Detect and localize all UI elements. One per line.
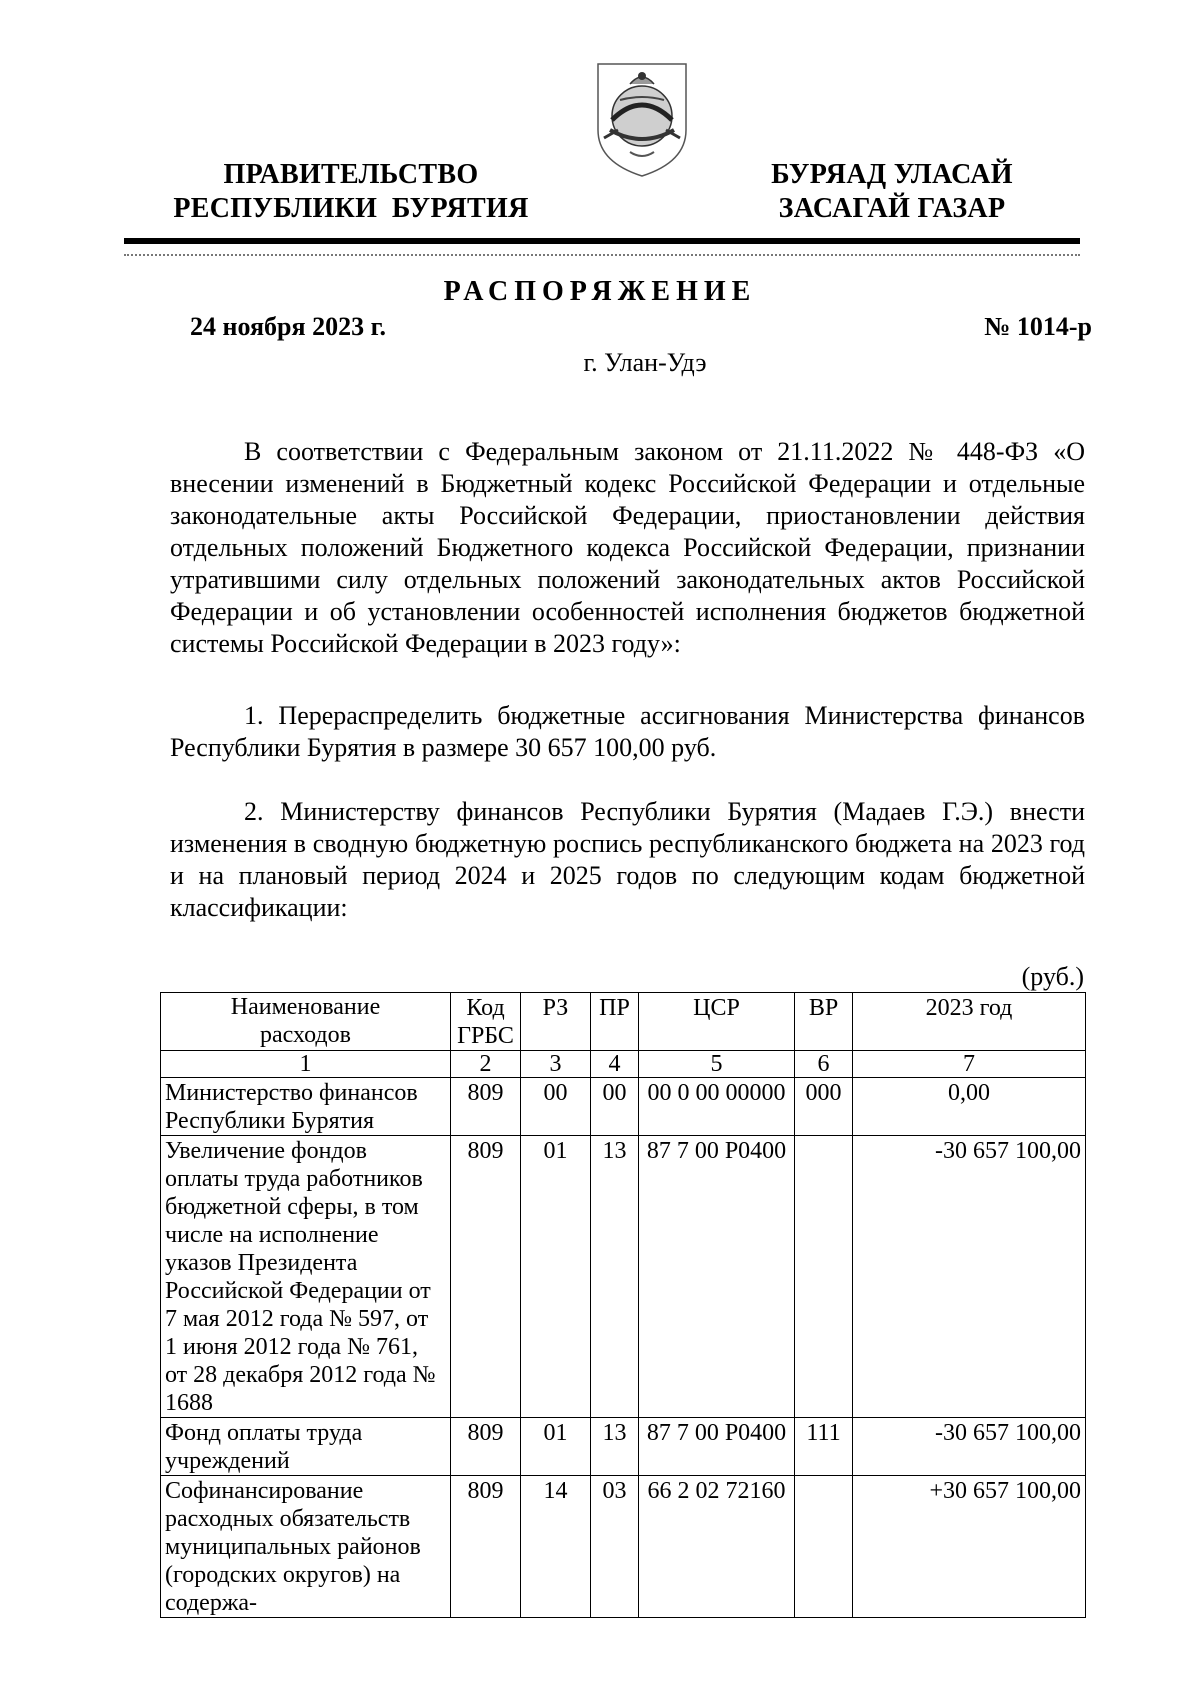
paragraph-item-1: 1. Перераспределить бюджетные ассигнования Министерства финансов Республики Бурятия в размере 30 657 100,00 руб.: [170, 701, 1085, 762]
table-row: [161, 1078, 1086, 1136]
document-city: г. Улан-Удэ: [583, 348, 707, 377]
row-grbs: 809: [451, 1136, 521, 1418]
row-csr: 87 7 00 Р0400: [639, 1418, 795, 1476]
header-year: 2023 год: [853, 993, 1086, 1051]
row-rz: 01: [521, 1418, 591, 1476]
row-name: Увеличение фондов оплаты труда работников бюджетной сферы, в том числе на исполнение указов Президента Российской Федерации от 7 мая 2012 года № 597, от 1 июня 2012 года № 761, от 28 декабря 2012 года № 1688: [161, 1136, 451, 1418]
header-csr: ЦСР: [639, 993, 795, 1051]
col-number: 1: [161, 1051, 451, 1078]
header-left-line1: ПРАВИТЕЛЬСТВО: [223, 159, 479, 190]
row-amount: 0,00: [853, 1078, 1086, 1136]
row-amount: -30 657 100,00: [853, 1418, 1086, 1476]
header-right-line1: БУРЯАД УЛАСАЙ: [771, 159, 1013, 190]
government-name-russian: [156, 158, 546, 226]
col-number: 2: [451, 1051, 521, 1078]
row-rz: 14: [521, 1476, 591, 1618]
coat-of-arms-icon: [590, 60, 694, 180]
row-amount: -30 657 100,00: [853, 1136, 1086, 1418]
row-pr: 13: [591, 1136, 639, 1418]
header-left-line2: РЕСПУБЛИКИ БУРЯТИЯ: [173, 193, 529, 224]
government-name-buryat: [742, 158, 1042, 226]
row-rz: 00: [521, 1078, 591, 1136]
row-grbs: 809: [451, 1418, 521, 1476]
budget-table: [160, 992, 1086, 1618]
row-grbs: 809: [451, 1078, 521, 1136]
document-title: РАСПОРЯЖЕНИЕ: [443, 276, 757, 307]
row-pr: 03: [591, 1476, 639, 1618]
row-vr: [795, 1476, 853, 1618]
row-vr: [795, 1136, 853, 1418]
header-divider-thick: [124, 238, 1080, 244]
document-date: 24 ноября 2023 г.: [190, 312, 386, 341]
paragraph-preamble: В соответствии с Федеральным законом от 21.11.2022 № 448-ФЗ «О внесении изменений в Бюджетный кодекс Российской Федерации и отдельные законодательные акты Российской Федерации, приостановлении действия отдельных положений Бюджетного кодекса Российской Федерации, признании утратившими силу отдельных положений законодательных актов Российской Федерации и об установлении особенностей исполнения бюджетов бюджетной системы Российской Федерации в 2023 году»:: [170, 437, 1085, 658]
table-row: [161, 1476, 1086, 1618]
row-name: Министерство финансов Республики Бурятия: [161, 1078, 451, 1136]
row-amount: +30 657 100,00: [853, 1476, 1086, 1618]
col-number: 3: [521, 1051, 591, 1078]
table-header-row: [161, 993, 1086, 1051]
header-name: Наименование расходов: [161, 993, 451, 1051]
row-csr: 00 0 00 00000: [639, 1078, 795, 1136]
col-number: 4: [591, 1051, 639, 1078]
header-right-line2: ЗАСАГАЙ ГАЗАР: [778, 193, 1006, 224]
row-csr: 66 2 02 72160: [639, 1476, 795, 1618]
header-vr: ВР: [795, 993, 853, 1051]
document-number: № 1014-р: [984, 312, 1092, 341]
row-pr: 13: [591, 1418, 639, 1476]
row-grbs: 809: [451, 1476, 521, 1618]
header-pr: ПР: [591, 993, 639, 1051]
row-name: Софинансирование расходных обязательств муниципальных районов (городских округов) на содержа-: [161, 1476, 451, 1618]
row-rz: 01: [521, 1136, 591, 1418]
col-number: 5: [639, 1051, 795, 1078]
table-unit: (руб.): [1021, 962, 1084, 991]
table-row: [161, 1418, 1086, 1476]
row-vr: 111: [795, 1418, 853, 1476]
header-grbs: Код ГРБС: [451, 993, 521, 1051]
header-rz: РЗ: [521, 993, 591, 1051]
header-divider-thin: [124, 254, 1080, 256]
col-number: 7: [853, 1051, 1086, 1078]
row-pr: 00: [591, 1078, 639, 1136]
row-name: Фонд оплаты труда учреждений: [161, 1418, 451, 1476]
row-vr: 000: [795, 1078, 853, 1136]
col-number: 6: [795, 1051, 853, 1078]
table-row: [161, 1136, 1086, 1418]
paragraph-item-2: 2. Министерству финансов Республики Бурятия (Мадаев Г.Э.) внести изменения в сводную бюджетную роспись республиканского бюджета на 2023 год и на плановый период 2024 и 2025 годов по следующим кодам бюджетной классификации:: [170, 797, 1085, 922]
row-csr: 87 7 00 Р0400: [639, 1136, 795, 1418]
column-number-row: [161, 1051, 1086, 1078]
